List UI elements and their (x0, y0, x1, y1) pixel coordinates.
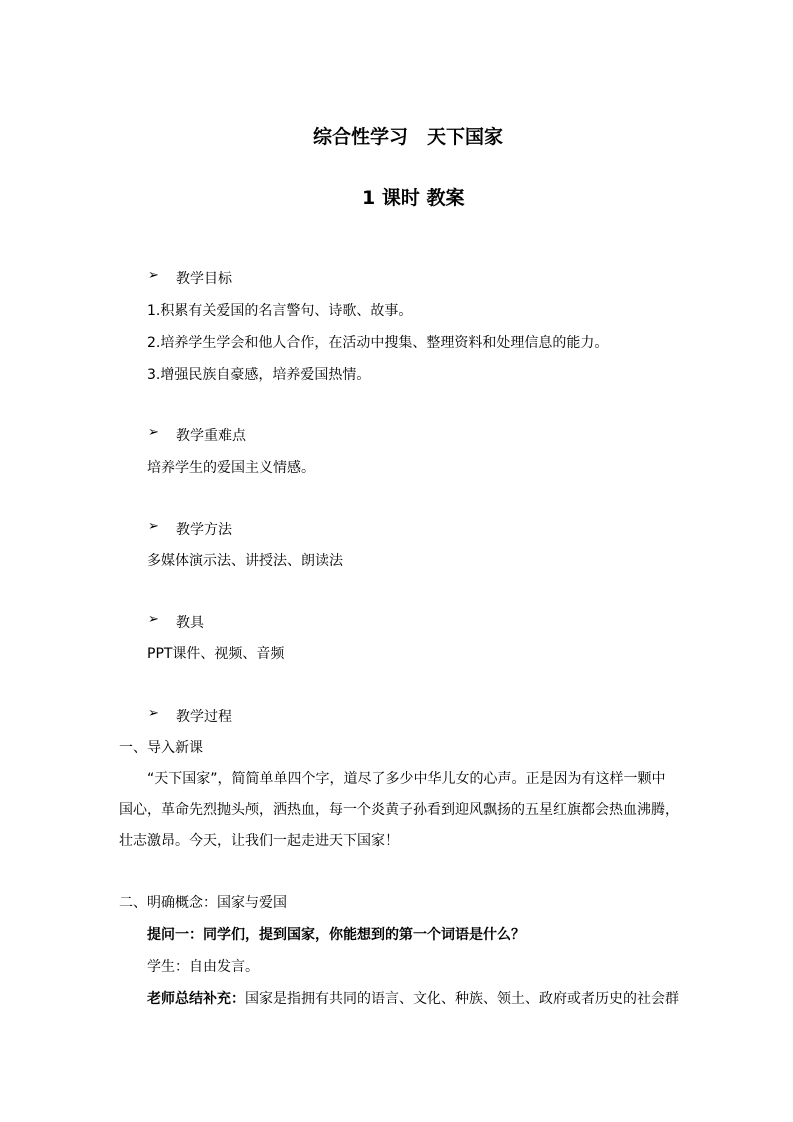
section-heading-process: 教学过程 (176, 709, 232, 725)
arrow-bullet-icon: ➢ (148, 425, 159, 440)
part2-heading: 二、明确概念：国家与爱国 (119, 895, 287, 911)
paragraph-line: 壮志激昂。今天，让我们一起走进天下国家！ (119, 833, 399, 849)
key-points-text: 培养学生的爱国主义情感。 (147, 460, 315, 476)
teacher-summary-text: 国家是指拥有共同的语言、文化、种族、领土、政府或者历史的社会群 (245, 991, 679, 1007)
section-heading-objectives: 教学目标 (176, 271, 232, 287)
teacher-summary (147, 988, 679, 1008)
section-heading-key-points: 教学重难点 (176, 428, 246, 444)
page-title: 综合性学习 天下国家 (313, 126, 504, 148)
part1-heading: 一、导入新课 (119, 740, 203, 756)
student-response: 学生：自由发言。 (147, 959, 259, 975)
arrow-bullet-icon: ➢ (148, 519, 159, 534)
tools-text: PPT课件、视频、音频 (147, 646, 285, 662)
teacher-summary-label: 老师总结补充： (147, 991, 245, 1007)
objective-item: 2.培养学生学会和他人合作，在活动中搜集、整理资料和处理信息的能力。 (147, 335, 609, 351)
section-heading-tools: 教具 (176, 615, 204, 631)
section-heading-methods: 教学方法 (176, 522, 232, 538)
paragraph-line: “天下国家”，简简单单四个字，道尽了多少中华儿女的心声。正是因为有这样一颗中 (147, 771, 666, 787)
arrow-bullet-icon: ➢ (148, 612, 159, 627)
paragraph-line: 国心，革命先烈抛头颅，洒热血，每一个炎黄子孙看到迎风飘扬的五星红旗都会热血沸腾， (119, 802, 679, 818)
arrow-bullet-icon: ➢ (148, 706, 159, 721)
arrow-bullet-icon: ➢ (148, 268, 159, 283)
methods-text: 多媒体演示法、讲授法、朗读法 (147, 553, 343, 569)
page-subtitle: 1 课时 教案 (362, 187, 465, 209)
question-one: 提问一：同学们，提到国家，你能想到的第一个词语是什么？ (147, 927, 525, 943)
objective-item: 1.积累有关爱国的名言警句、诗歌、故事。 (147, 303, 413, 319)
objective-item: 3.增强民族自豪感，培养爱国热情。 (147, 367, 371, 383)
